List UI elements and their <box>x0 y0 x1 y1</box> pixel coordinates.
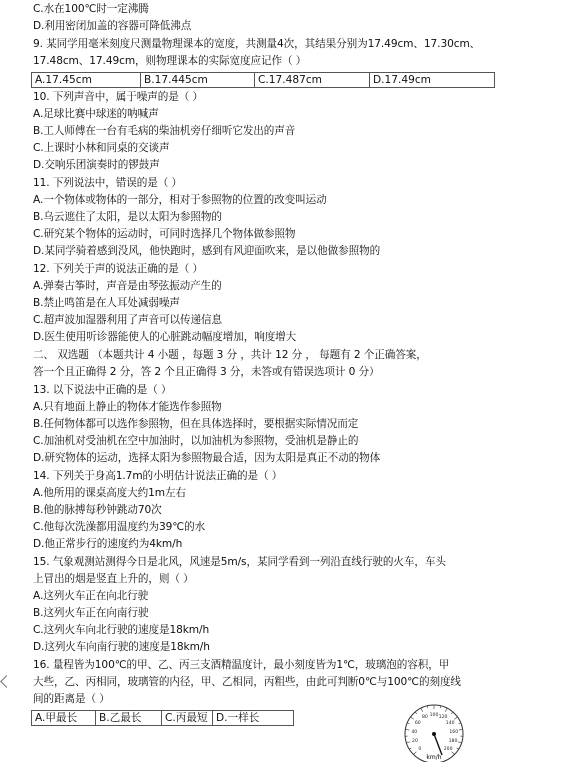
speedometer-tick <box>406 742 410 743</box>
q16-stem-line3: 间的距离是（ ） <box>33 693 110 705</box>
q10-option-c: C.上课时小林和同桌的交谈声 <box>33 142 170 154</box>
q15-option-d: D.这列火车向南行驶的速度是18km/h <box>33 641 210 653</box>
q9-stem-line1: 9. 某同学用毫米刻度尺测量物理课本的宽度，共测量4次，其结果分别为17.49cm、17.30cm、 <box>33 38 481 50</box>
speedometer-tick-label: 160 <box>449 729 459 735</box>
q10-option-b: B.工人师傅在一台有毛病的柴油机旁仔细听它发出的声音 <box>33 125 296 137</box>
speedometer-tick <box>454 717 457 719</box>
q12-option-d: D.医生使用听诊器能使人的心脏跳动幅度增加，响度增大 <box>33 331 297 343</box>
q9-option-d: D.17.49cm <box>370 73 495 88</box>
speedometer-needle <box>434 734 442 755</box>
q16-options-table <box>31 710 294 726</box>
speedometer-figure <box>398 700 470 762</box>
speedometer-tick <box>445 708 447 712</box>
q12-option-c: C.超声波加湿器利用了声音可以传递信息 <box>33 314 222 326</box>
q14-option-a: A.他所用的课桌高度大约1m左右 <box>33 487 187 499</box>
q9-option-a: A.17.45cm <box>32 73 141 88</box>
q8-option-d: D.利用密闭加盖的容器可降低沸点 <box>33 20 192 32</box>
q15-stem-line2: 上冒出的烟是竖直上升的，则（ ） <box>33 573 194 585</box>
speedometer-tick-label: 180 <box>448 739 458 745</box>
q11-stem: 11. 下列说法中，错误的是（ ） <box>33 177 183 189</box>
q13-stem: 13. 以下说法中正确的是（ ） <box>33 384 172 396</box>
q11-option-b: B.乌云遮住了太阳，是以太阳为参照物的 <box>33 211 222 223</box>
q8-option-c: C.水在100℃时一定沸腾 <box>33 3 149 15</box>
q16-stem-line2: 大些，乙、丙相同，玻璃管的内径，甲、乙相同，丙粗些，由此可判断0℃与100℃的刻度线 <box>33 676 461 688</box>
speedometer-tick-label: 140 <box>445 721 455 727</box>
q11-option-a: A.一个物体或物体的一部分，相对于参照物的位置的改变叫运动 <box>33 194 327 206</box>
speedometer-tick <box>459 729 463 730</box>
q9-stem-line2: 17.48cm、17.49cm，则物理课本的实际宽度应记作（ ） <box>33 55 307 67</box>
q9-option-c: C.17.487cm <box>255 73 370 88</box>
speedometer-tick <box>457 748 459 749</box>
speedometer-tick <box>421 708 423 712</box>
q14-option-b: B.他的脉搏每秒钟跳动70次 <box>33 504 162 516</box>
q16-option-d: D.一样长 <box>213 711 294 726</box>
speedometer-tick-label: 80 <box>421 715 428 721</box>
q16-option-a: A.甲最长 <box>32 711 96 726</box>
q13-option-a: A.只有地面上静止的物体才能选作参照物 <box>33 401 222 413</box>
q14-option-d: D.他正常步行的速度约为4km/h <box>33 538 183 550</box>
q16-option-b: B.乙最长 <box>96 711 162 726</box>
speedometer-tick-label: 60 <box>414 721 421 727</box>
speedometer-tick-label: 20 <box>412 739 418 745</box>
speedometer-tick <box>458 742 462 743</box>
q15-option-b: B.这列火车正在向南行驶 <box>33 607 149 619</box>
q13-option-c: C.加油机对受油机在空中加油时，以加油机为参照物，受油机是静止的 <box>33 435 359 447</box>
speedometer-labels <box>411 712 458 752</box>
section-2-heading: 二、 双选题 （本题共计 4 小题 ，每题 3 分 ，共计 12 分 ， 每题有 2 个正确答案， <box>33 349 427 361</box>
q15-option-c: C.这列火车向北行驶的速度是18km/h <box>33 624 210 636</box>
speedometer-tick <box>405 729 409 730</box>
q10-stem: 10. 下列声音中，属于噪声的是（ ） <box>33 91 203 103</box>
q10-option-a: A.足球比赛中球迷的呐喊声 <box>33 108 159 120</box>
speedometer-unit: km/h <box>426 754 442 761</box>
q14-option-c: C.他每次洗澡都用温度约为39℃的水 <box>33 521 206 533</box>
q15-stem-line1: 15. 气象观测站测得今日是北风，风速是5m/s，某同学看到一列沿直线行驶的火车，车头 <box>33 556 446 568</box>
speedometer-tick-label: 0 <box>418 747 422 753</box>
q10-option-d: D.交响乐团演奏时的锣鼓声 <box>33 159 160 171</box>
section-2-instructions: 答一个且正确得 2 分，答 2 个且正确得 3 分，未答或有错误选项计 0 分） <box>33 366 380 378</box>
speedometer-tick-label: 200 <box>443 747 453 753</box>
q13-option-d: D.研究物体的运动，选择太阳为参照物最合适，因为太阳是真正不动的物体 <box>33 452 381 464</box>
q13-option-b: B.任何物体都可以选作参照物，但在具体选择时，要根据实际情况而定 <box>33 418 359 430</box>
q15-option-a: A.这列火车正在向北行驶 <box>33 590 149 602</box>
q11-option-c: C.研究某个物体的运动时，可同时选择几个物体做参照物 <box>33 228 296 240</box>
speedometer-tick-label: 40 <box>411 729 418 735</box>
speedometer-tick <box>407 723 409 724</box>
speedometer-tick-label: 100 <box>429 713 439 718</box>
speedometer-tick <box>451 712 453 714</box>
speedometer-tick <box>413 752 416 755</box>
page-corner-mark <box>0 675 13 688</box>
q11-option-d: D.某同学骑着感到没风，他快跑时，感到有风迎面吹来，是以他做参照物的 <box>33 245 381 257</box>
q12-option-a: A.弹奏古筝时，声音是由琴弦振动产生的 <box>33 280 222 292</box>
q16-stem-line1: 16. 量程皆为100℃的甲、乙、丙三支酒精温度计，最小刻度皆为1℃，玻璃泡的容积，甲 <box>33 659 450 671</box>
q9-options-table <box>31 72 495 88</box>
q16-option-c: C.丙最短 <box>162 711 213 726</box>
speedometer-tick-label: 120 <box>438 715 448 721</box>
q12-stem: 12. 下列关于声的说法正确的是（ ） <box>33 263 203 275</box>
q9-option-b: B.17.445cm <box>141 73 255 88</box>
speedometer-tick <box>409 748 411 749</box>
speedometer-hub <box>432 732 436 736</box>
speedometer-tick <box>415 712 417 714</box>
speedometer-tick <box>458 723 460 724</box>
q14-stem: 14. 下列关于身高1.7m的小明估计说法正确的是（ ） <box>33 470 283 482</box>
q12-option-b: B.禁止鸣笛是在人耳处减弱噪声 <box>33 297 180 309</box>
speedometer-tick <box>411 717 414 719</box>
